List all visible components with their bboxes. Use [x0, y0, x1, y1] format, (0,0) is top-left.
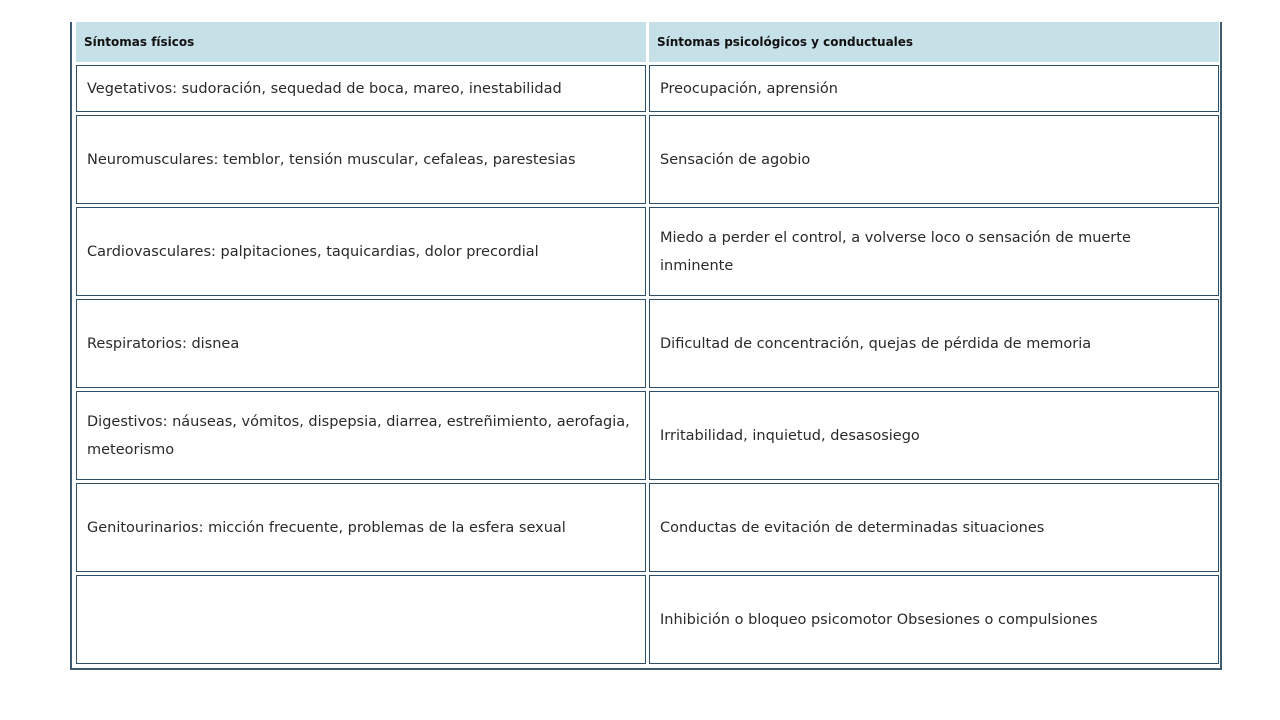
table-row: [76, 65, 1219, 112]
psychological-symptom-cell: Dificultad de concentración, quejas de pérdida de memoria: [649, 299, 1219, 388]
table-row: [76, 483, 1219, 572]
physical-symptom-cell: Respiratorios: disnea: [76, 299, 646, 388]
psychological-symptom-cell: Sensación de agobio: [649, 115, 1219, 204]
physical-symptom-cell: Genitourinarios: micción frecuente, problemas de la esfera sexual: [76, 483, 646, 572]
psychological-symptom-cell: Preocupación, aprensión: [649, 65, 1219, 112]
table-row: [76, 575, 1219, 664]
table-row: [76, 115, 1219, 204]
psychological-symptom-cell: Irritabilidad, inquietud, desasosiego: [649, 391, 1219, 480]
physical-symptom-cell: Neuromusculares: temblor, tensión muscular, cefaleas, parestesias: [76, 115, 646, 204]
table-header-row: [76, 22, 1219, 62]
table-row: [76, 299, 1219, 388]
physical-symptom-cell: Cardiovasculares: palpitaciones, taquicardias, dolor precordial: [76, 207, 646, 296]
table-row: [76, 391, 1219, 480]
physical-symptom-cell: Vegetativos: sudoración, sequedad de boca, mareo, inestabilidad: [76, 65, 646, 112]
physical-symptom-cell: [76, 575, 646, 664]
psychological-symptom-cell: Inhibición o bloqueo psicomotor Obsesiones o compulsiones: [649, 575, 1219, 664]
header-physical-symptoms: Síntomas físicos: [76, 22, 646, 62]
table-row: [76, 207, 1219, 296]
symptoms-table-frame: [70, 22, 1222, 670]
symptoms-table: [73, 19, 1222, 667]
psychological-symptom-cell: Miedo a perder el control, a volverse loco o sensación de muerte inminente: [649, 207, 1219, 296]
physical-symptom-cell: Digestivos: náuseas, vómitos, dispepsia, diarrea, estreñimiento, aerofagia, meteorismo: [76, 391, 646, 480]
psychological-symptom-cell: Conductas de evitación de determinadas situaciones: [649, 483, 1219, 572]
header-psychological-symptoms: Síntomas psicológicos y conductuales: [649, 22, 1219, 62]
